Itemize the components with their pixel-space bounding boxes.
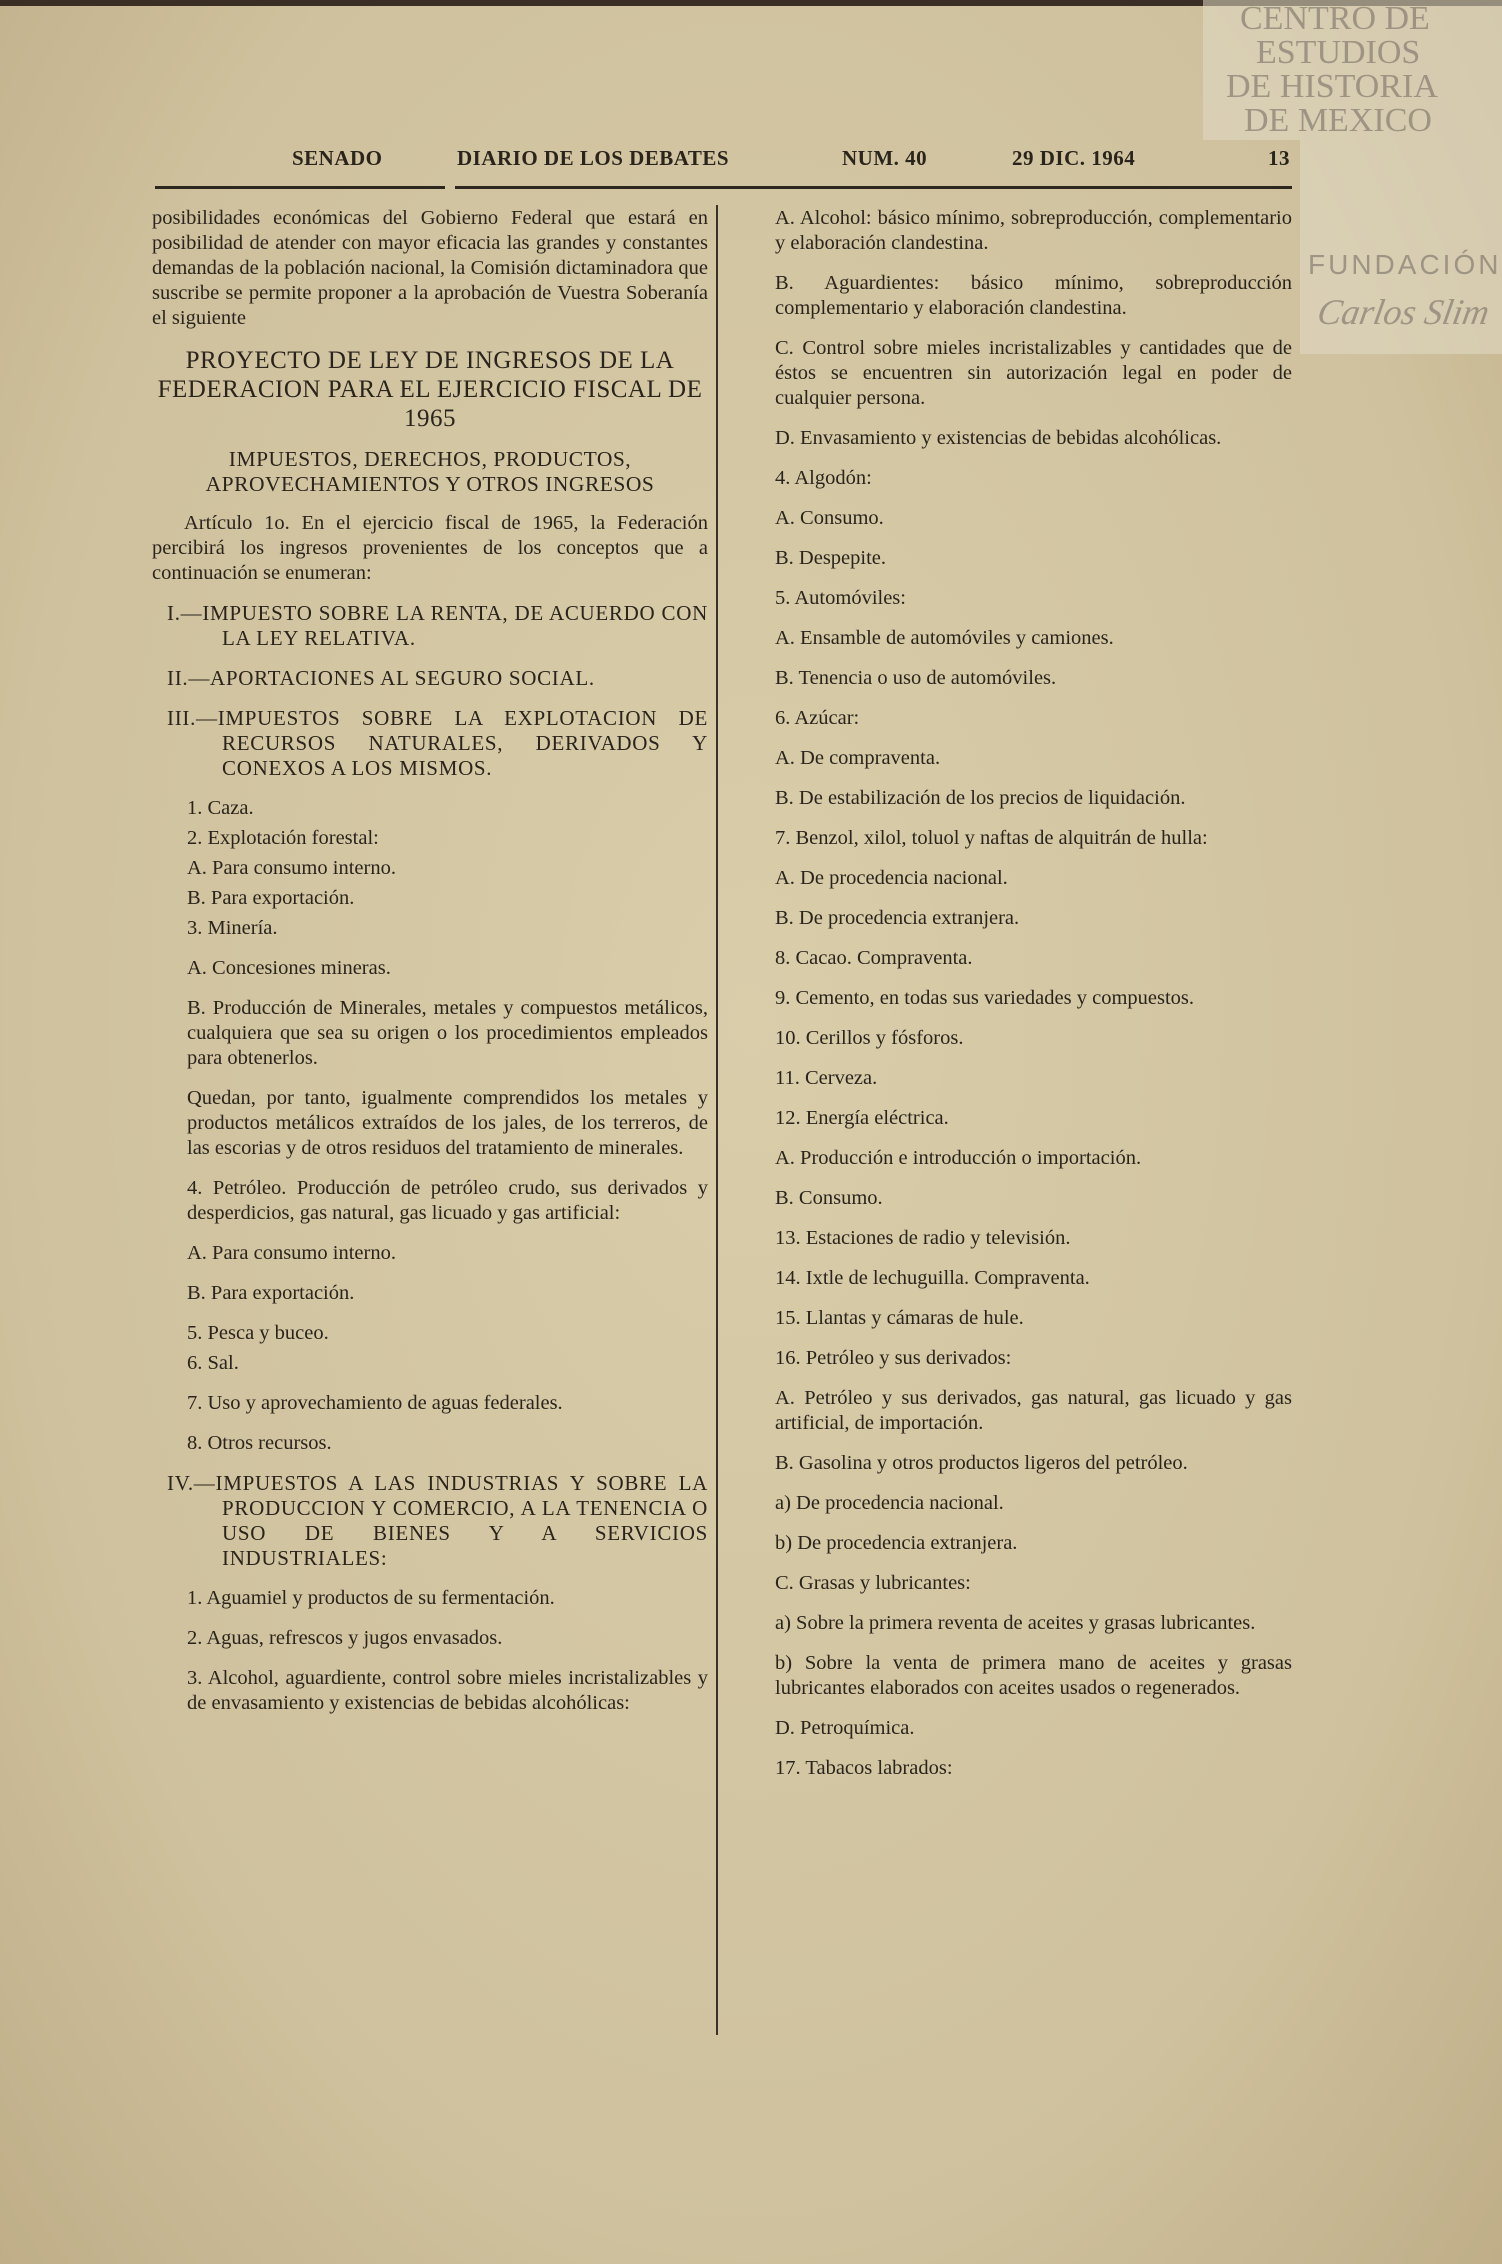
section-ii: II.—APORTACIONES AL SEGURO SOCIAL. xyxy=(167,666,595,690)
watermark-line1: CENTRO DE xyxy=(1240,0,1430,37)
list-item: 2. Aguas, refrescos y jugos envasados. xyxy=(187,1627,503,1649)
list-c xyxy=(152,1321,708,1376)
list-item: A. Petróleo y sus derivados, gas natural, gas licuado y gas artificial, de importación. xyxy=(775,1387,1292,1434)
list-item: A. Para consumo interno. xyxy=(187,1242,396,1264)
section-i: I.—IMPUESTO SOBRE LA RENTA, DE ACUERDO CON LA LEY RELATIVA. xyxy=(167,601,708,650)
list-item: B. Consumo. xyxy=(775,1187,883,1209)
section-iv: IV.—IMPUESTOS A LAS INDUSTRIAS Y SOBRE LA PRODUCCION Y COMERCIO, A LA TENENCIA O USO DE BIENES Y A SERVICIOS INDUSTRIALES: xyxy=(167,1471,708,1570)
list-item: 2. Explotación forestal: xyxy=(187,827,379,849)
header-rule-left xyxy=(155,186,445,189)
list-item: 5. Pesca y buceo. xyxy=(187,1322,329,1344)
list-item: 5. Automóviles: xyxy=(775,587,906,609)
list-item: 14. Ixtle de lechuguilla. Compraventa. xyxy=(775,1267,1090,1289)
header-chamber: SENADO xyxy=(292,146,383,170)
list-item: 8. Otros recursos. xyxy=(187,1432,332,1454)
list-d xyxy=(152,1391,708,1456)
list-a xyxy=(152,796,708,941)
list-item: D. Envasamiento y existencias de bebidas alcohólicas. xyxy=(775,427,1222,449)
watermark-line2: ESTUDIOS xyxy=(1256,34,1421,71)
list-item: Quedan, por tanto, igualmente comprendidos los metales y productos metálicos extraídos de los jales, de los terreros, de las escorias y de otros residuos del tratamiento de minerales. xyxy=(187,1087,708,1159)
watermark-line4: DE MEXICO xyxy=(1244,102,1432,139)
list-item: A. Alcohol: básico mínimo, sobreproducción, complementario y elaboración clandestina. xyxy=(775,207,1292,254)
list-item: 3. Minería. xyxy=(187,917,278,939)
list-item: B. Para exportación. xyxy=(187,1282,355,1304)
list-item: B. Producción de Minerales, metales y compuestos metálicos, cualquiera que sea su origen o los procedimientos empleados para obtenerlos. xyxy=(187,997,708,1069)
list-item: B. Para exportación. xyxy=(187,887,355,909)
list-item: B. De estabilización de los precios de liquidación. xyxy=(775,787,1186,809)
list-item: 7. Uso y aprovechamiento de aguas federales. xyxy=(187,1392,563,1414)
watermark-fundacion: FUNDACIÓN xyxy=(1308,249,1502,280)
list-item: C. Grasas y lubricantes: xyxy=(775,1572,971,1594)
law-subtitle: IMPUESTOS, DERECHOS, PRODUCTOS, APROVECHAMIENTOS Y OTROS INGRESOS xyxy=(205,447,655,496)
list-item: 13. Estaciones de radio y televisión. xyxy=(775,1227,1071,1249)
list-item: 8. Cacao. Compraventa. xyxy=(775,947,973,969)
list-item: 3. Alcohol, aguardiente, control sobre mieles incristalizables y de envasamiento y existencias de bebidas alcohólicas: xyxy=(187,1667,708,1714)
column-divider xyxy=(716,205,718,2035)
list-item: A. Concesiones mineras. xyxy=(187,957,391,979)
header-number: NUM. 40 xyxy=(842,146,928,170)
list-item: A. Consumo. xyxy=(775,507,884,529)
list-item: a) De procedencia nacional. xyxy=(775,1492,1004,1514)
header-page-number: 13 xyxy=(1268,146,1290,170)
article-1: Artículo 1o. En el ejercicio fiscal de 1965, la Federación percibirá los ingresos provenientes de los conceptos que a continuación se enumeran: xyxy=(152,512,708,584)
header-publication: DIARIO DE LOS DEBATES xyxy=(457,146,730,170)
list-item: D. Petroquímica. xyxy=(775,1717,915,1739)
list-item: 17. Tabacos labrados: xyxy=(775,1757,953,1779)
list-item: C. Control sobre mieles incristalizables y cantidades que de éstos se encuentren sin autorización legal en poder de cualquier persona. xyxy=(775,337,1292,409)
list-item: b) De procedencia extranjera. xyxy=(775,1532,1018,1554)
list-item: 1. Aguamiel y productos de su fermentación. xyxy=(187,1587,555,1609)
list-item: A. De procedencia nacional. xyxy=(775,867,1008,889)
list-b xyxy=(152,956,708,1306)
header-rule-right xyxy=(455,186,1292,189)
list-item: B. Gasolina y otros productos ligeros del petróleo. xyxy=(775,1452,1188,1474)
list-item: 10. Cerillos y fósforos. xyxy=(775,1027,964,1049)
list-item: b) Sobre la venta de primera mano de aceites y grasas lubricantes elaborados con aceites usados o regenerados. xyxy=(775,1652,1292,1699)
list-item: B. Aguardientes: básico mínimo, sobreproducción complementario y elaboración clandestina. xyxy=(775,272,1292,319)
list-item: A. De compraventa. xyxy=(775,747,941,769)
list-item: 4. Petróleo. Producción de petróleo crudo, sus derivados y desperdicios, gas natural, gas licuado y gas artificial: xyxy=(187,1177,708,1224)
list-e xyxy=(152,1586,708,1716)
list-item: A. Producción e introducción o importación. xyxy=(775,1147,1142,1169)
list-item: 15. Llantas y cámaras de hule. xyxy=(775,1307,1024,1329)
section-iii: III.—IMPUESTOS SOBRE LA EXPLOTACION DE RECURSOS NATURALES, DERIVADOS Y CONEXOS A LOS MISMOS. xyxy=(167,706,708,780)
right-column xyxy=(740,206,1292,1796)
list-item: B. De procedencia extranjera. xyxy=(775,907,1020,929)
header-date: 29 DIC. 1964 xyxy=(1012,146,1136,170)
list-item: a) Sobre la primera reventa de aceites y grasas lubricantes. xyxy=(775,1612,1256,1634)
list-item: 7. Benzol, xilol, toluol y naftas de alquitrán de hulla: xyxy=(775,827,1208,849)
list-item: A. Ensamble de automóviles y camiones. xyxy=(775,627,1114,649)
list-item: 12. Energía eléctrica. xyxy=(775,1107,949,1129)
list-right xyxy=(740,206,1292,1781)
list-item: 9. Cemento, en todas sus variedades y compuestos. xyxy=(775,987,1195,1009)
law-title: PROYECTO DE LEY DE INGRESOS DE LA FEDERACION PARA EL EJERCICIO FISCAL DE 1965 xyxy=(157,347,703,432)
list-item: 11. Cerveza. xyxy=(775,1067,878,1089)
watermark-line3: DE HISTORIA xyxy=(1226,68,1438,105)
list-item: 6. Sal. xyxy=(187,1352,239,1374)
left-column xyxy=(152,206,708,1731)
list-item: A. Para consumo interno. xyxy=(187,857,396,879)
list-item: 1. Caza. xyxy=(187,797,254,819)
list-item: 4. Algodón: xyxy=(775,467,872,489)
list-item: 6. Azúcar: xyxy=(775,707,860,729)
list-item: B. Despepite. xyxy=(775,547,887,569)
list-item: 16. Petróleo y sus derivados: xyxy=(775,1347,1012,1369)
watermark-signature: Carlos Slim xyxy=(1314,292,1493,332)
intro-paragraph: posibilidades económicas del Gobierno Federal que estará en posibilidad de atender con mayor eficacia las grandes y constantes demandas de la población nacional, la Comisión dictaminadora que suscribe se permite proponer a la aprobación de Vuestra Soberanía el siguiente xyxy=(152,207,708,329)
list-item: B. Tenencia o uso de automóviles. xyxy=(775,667,1057,689)
